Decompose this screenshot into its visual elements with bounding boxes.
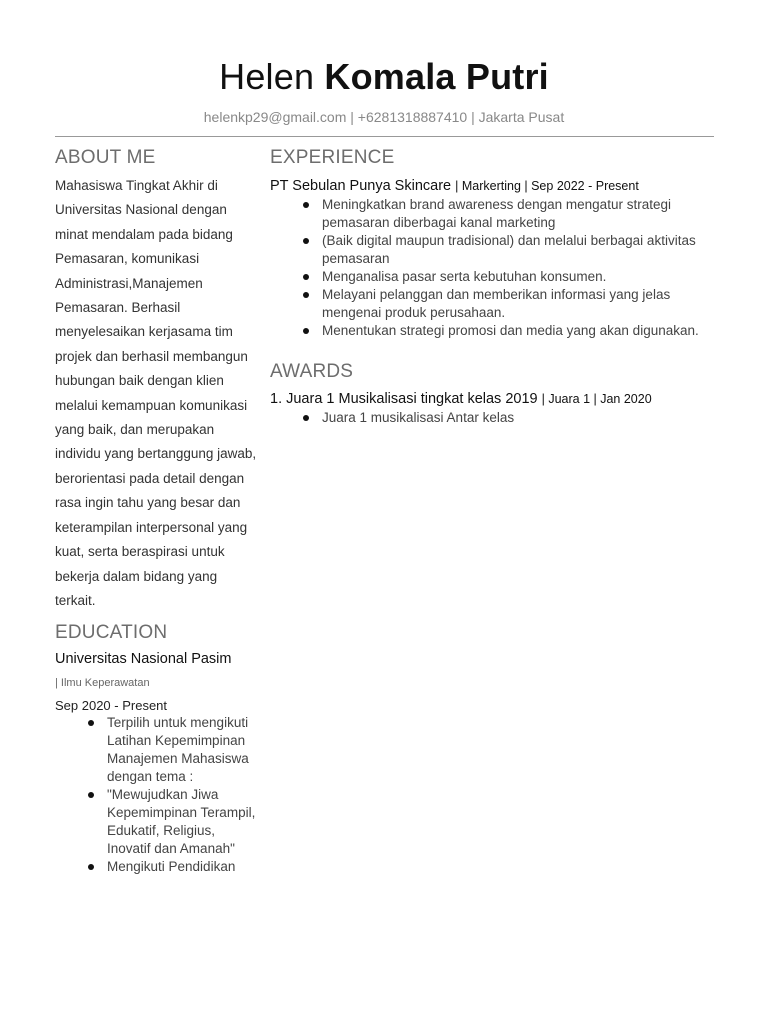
education-list (55, 714, 260, 876)
education-date: Sep 2020 - Present (55, 698, 168, 714)
about-title: ABOUT ME (55, 147, 156, 168)
first-name: Helen (219, 56, 315, 97)
experience-list (270, 196, 720, 340)
list-item: Menganalisa pasar serta kebutuhan konsumen. (322, 268, 720, 286)
about-text: Mahasiswa Tingkat Akhir di Universitas Nasional dengan minat mendalam pada bidang Pemasaran, komunikasi Administrasi,Manajemen Pemasaran. Berhasil menyelesaikan kerjasama tim projek dan berhasil membangun hubungan baik dengan klien melalui kemampuan komunikasi yang baik, dan merupakan individu yang bertanggung jawab, berorientasi pada detail dengan rasa ingin tahu yang besar dan keterampilan interpersonal yang kuat, serta beraspirasi untuk bekerja dalam bidang yang terkait. (55, 178, 257, 608)
last-name: Komala Putri (324, 56, 549, 97)
education-title: EDUCATION (55, 622, 168, 644)
awards-title: AWARDS (270, 361, 354, 382)
header-divider (55, 136, 714, 137)
list-item: Terpilih untuk mengikuti Latihan Kepemimpinan Manajemen Mahasiswa dengan tema : (107, 714, 260, 786)
right-column (270, 146, 720, 427)
job-heading (270, 176, 720, 196)
list-item: Menentukan strategi promosi dan media yang akan digunakan. (322, 322, 720, 340)
education-major: | Ilmu Keperawatan (55, 677, 150, 690)
list-item: (Baik digital maupun tradisional) dan melalui berbagai aktivitas pemasaran (322, 232, 720, 268)
award-heading (270, 389, 720, 409)
left-column (55, 146, 260, 876)
resume-name (0, 56, 768, 98)
list-item: Mengikuti Pendidikan (107, 858, 260, 876)
education-school: Universitas Nasional Pasim (55, 651, 232, 668)
job-company: PT Sebulan Punya Skincare (270, 178, 452, 194)
list-item: "Mewujudkan Jiwa Kepemimpinan Terampil, Edukatif, Religius, Inovatif dan Amanah" (107, 786, 260, 858)
list-item: Melayani pelanggan dan memberikan informasi yang jelas mengenai produk perusahaan. (322, 286, 720, 322)
contact-line: helenkp29@gmail.com | +6281318887410 | Jakarta Pusat (203, 109, 565, 125)
experience-title: EXPERIENCE (270, 147, 395, 168)
awards-list (270, 409, 720, 427)
job-meta: | Markerting | Sep 2022 - Present (455, 179, 639, 193)
award-meta: | Juara 1 | Jan 2020 (541, 392, 652, 406)
list-item: Meningkatkan brand awareness dengan mengatur strategi pemasaran diberbagai kanal marketing (322, 196, 720, 232)
list-item: Juara 1 musikalisasi Antar kelas (322, 409, 720, 427)
award-name: 1. Juara 1 Musikalisasi tingkat kelas 2019 (270, 391, 538, 407)
